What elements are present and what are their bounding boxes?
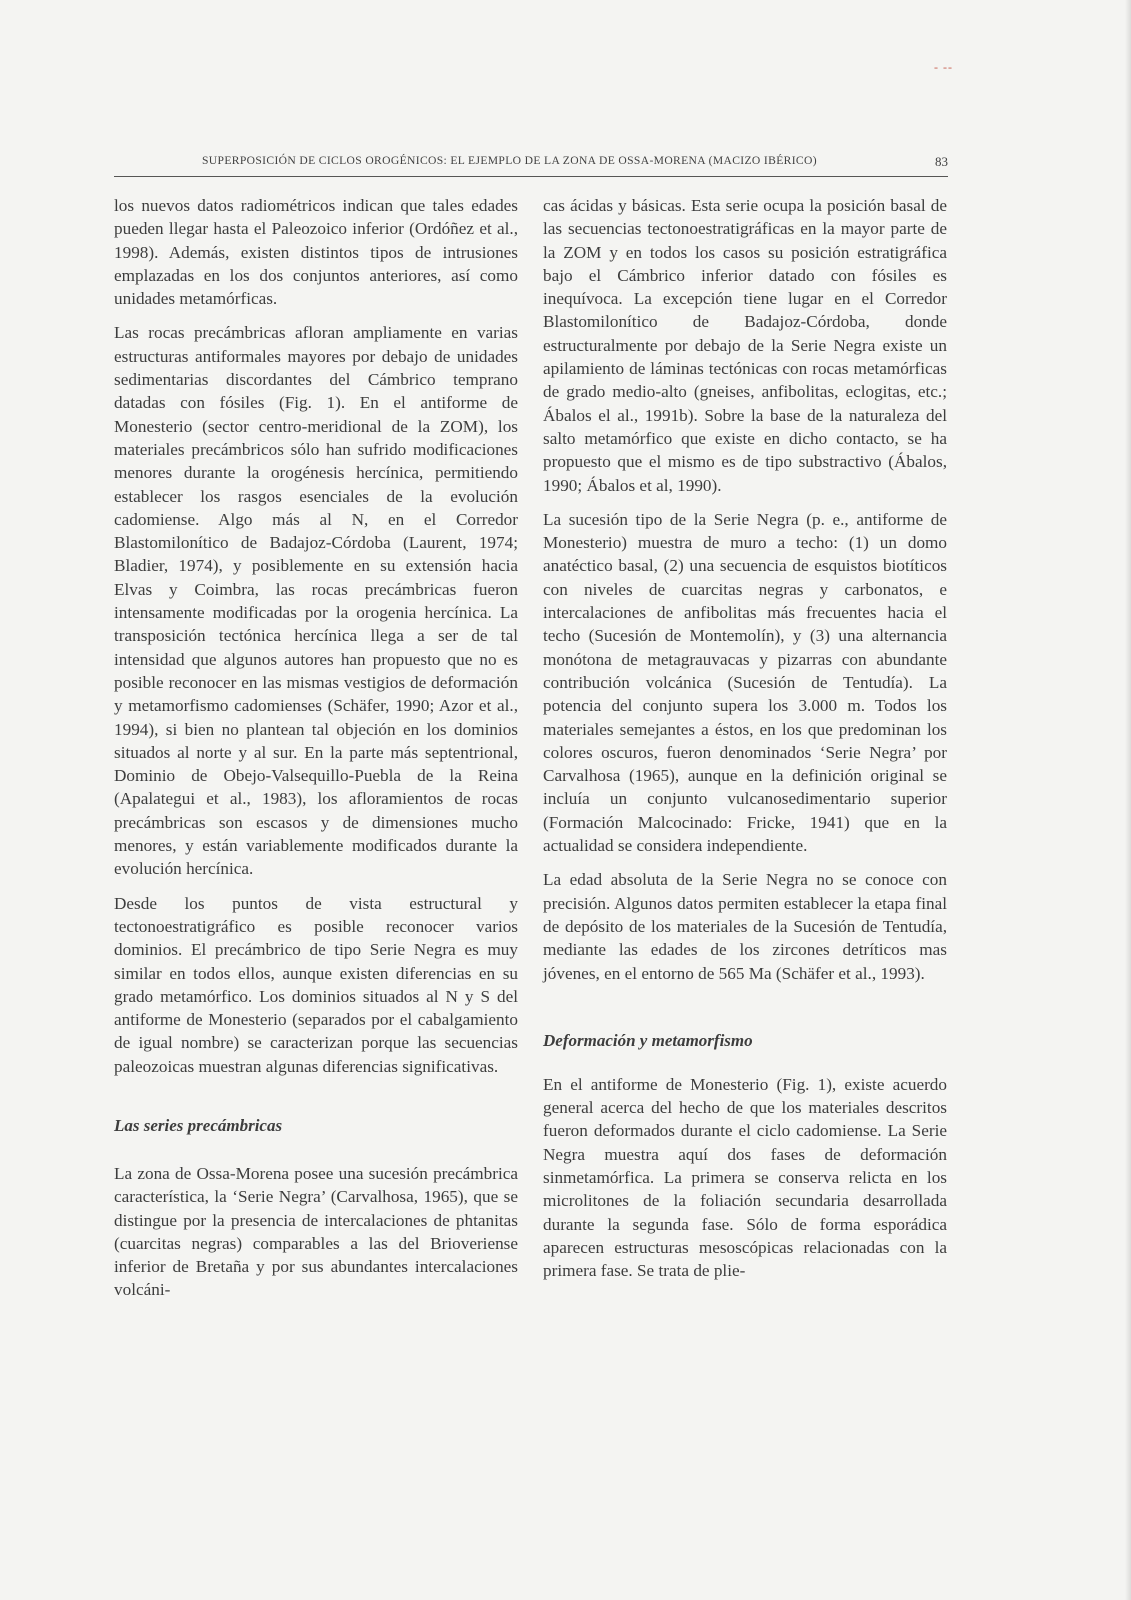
left-paragraph-3: Desde los puntos de vista estructural y tectonoestratigráfico es posible reconocer varios dominios. El precámbrico de tipo Serie Negra es muy similar en todos ellos, aunque existen diferencias en su grado metamórfico. Los dominios situados al N y S del antiforme de Monesterio (separados por el cabalgamiento de igual nombre) se caracterizan porque las secuencias paleozoicas muestran algunas diferencias significativas. (114, 893, 518, 1076)
section-heading-precambrian-series: Las series precámbricas (114, 1115, 283, 1135)
section-heading-deformation-metamorphism: Deformación y metamorfismo (543, 1030, 753, 1050)
left-paragraph-4: La zona de Ossa-Morena posee una sucesión precámbrica característica, la ‘Serie Negra’ (Carvalhosa, 1965), que se distingue por la presencia de intercalaciones de phtanitas (cuarcitas negras) comparables a las del Brioveriense inferior de Bretaña y por sus abundantes intercalaciones volcáni- (114, 1163, 518, 1300)
left-paragraph-1: los nuevos datos radiométricos indican que tales edades pueden llegar hasta el Paleozoico inferior (Ordóñez et al., 1998). Además, existen distintos tipos de intrusiones emplazadas en los dos conjuntos anteriores, así como unidades metamórficas. (114, 196, 518, 309)
left-paragraph-2: Las rocas precámbricas afloran ampliamente en varias estructuras antiformales mayores por debajo de unidades sedimentarias discordantes del Cámbrico temprano datadas con fósiles (Fig. 1). En el antiforme de Monesterio (sector centro-meridional de la ZOM), los materiales precámbricos sólo han sufrido modificaciones menores durante la orogénesis hercínica, permitiendo establecer los rasgos esenciales de la evolución cadomiense. Algo más al N, en el Corredor Blastomilonítico de Badajoz-Córdoba (Laurent, 1974; Bladier, 1974), y posiblemente en su extensión hacia Elvas y Coimbra, las rocas precámbricas fueron intensamente modificadas por la orogenia hercínica. La transposición tectónica hercínica llega a ser de tal intensidad que algunos autores han propuesto que no es posible reconocer en las mismas vestigios de deformación y metamorfismo cadomienses (Schäfer, 1990; Azor et al., 1994), si bien no plantean tal objeción en los dominios situados al norte y al sur. En la parte más septentrional, Dominio de Obejo-Valsequillo-Puebla de la Reina (Apalategui et al., 1983), los afloramientos de rocas precámbricas son escasos y de dimensiones mucho menores, y están variablemente modificados durante la evolución hercínica. (114, 323, 518, 879)
right-column (543, 194, 947, 1293)
running-title: SUPERPOSICIÓN DE CICLOS OROGÉNICOS: EL EJEMPLO DE LA ZONA DE OSSA-MORENA (MACIZO IBÉRICO) (202, 154, 817, 167)
scan-mark: - -- (934, 60, 953, 74)
right-paragraph-2: La sucesión tipo de la Serie Negra (p. e., antiforme de Monesterio) muestra de muro a techo: (1) un domo anatéctico basal, (2) una secuencia de esquistos biotíticos con niveles de cuarcitas negras y carbonatos, e intercalaciones de anfibolitas más frecuentes hacia el techo (Sucesión de Montemolín), y (3) una alternancia monótona de metagrauvacas y pizarras con abundante contribución volcánica (Sucesión de Tentudía). La potencia del conjunto supera los 3.000 m. Todos los materiales semejantes a éstos, en los que predominan los colores oscuros, fueron denominados ‘Serie Negra’ por Carvalhosa (1965), aunque en la definición original se incluía un conjunto vulcanosedimentario superior (Formación Malcocinado: Fricke, 1941) que en la actualidad se considera independiente. (543, 509, 947, 856)
right-paragraph-4: En el antiforme de Monesterio (Fig. 1), existe acuerdo general acerca del hecho de que los materiales descritos fueron deformados durante el ciclo cadomiense. La Serie Negra muestra aquí dos fases de deformación sinmetamórfica. La primera se conserva relicta en los microlitones de la foliación secundaria desarrollada durante la segunda fase. Sólo de forma esporádica aparecen estructuras mesoscópicas relacionadas con la primera fase. Se trata de plie- (543, 1074, 947, 1281)
left-column (114, 194, 518, 1313)
right-paragraph-3: La edad absoluta de la Serie Negra no se conoce con precisión. Algunos datos permiten establecer la etapa final de depósito de los materiales de la Sucesión de Tentudía, mediante las edades de los zircones detríticos mas jóvenes, en el entorno de 565 Ma (Schäfer et al., 1993). (543, 870, 947, 983)
running-header (114, 154, 948, 177)
right-paragraph-1: cas ácidas y básicas. Esta serie ocupa la posición basal de las secuencias tectonoestratigráficas en la mayor parte de la ZOM y en todos los casos su posición estratigráfica bajo el Cámbrico inferior datado con fósiles es inequívoca. La excepción tiene lugar en el Corredor Blastomilonítico de Badajoz-Córdoba, donde estructuralmente por debajo de la Serie Negra existe un apilamiento de láminas tectónicas con rocas metamórficas de grado medio-alto (gneises, anfibolitas, eclogitas, etc.; Ábalos el al., 1991b). Sobre la base de la naturaleza del salto metamórfico que existe en dicho contacto, se ha propuesto que el mismo es de tipo substractivo (Ábalos, 1990; Ábalos et al, 1990). (543, 196, 947, 495)
scanned-page-edge (1125, 0, 1131, 1600)
page-number: 83 (935, 154, 948, 169)
